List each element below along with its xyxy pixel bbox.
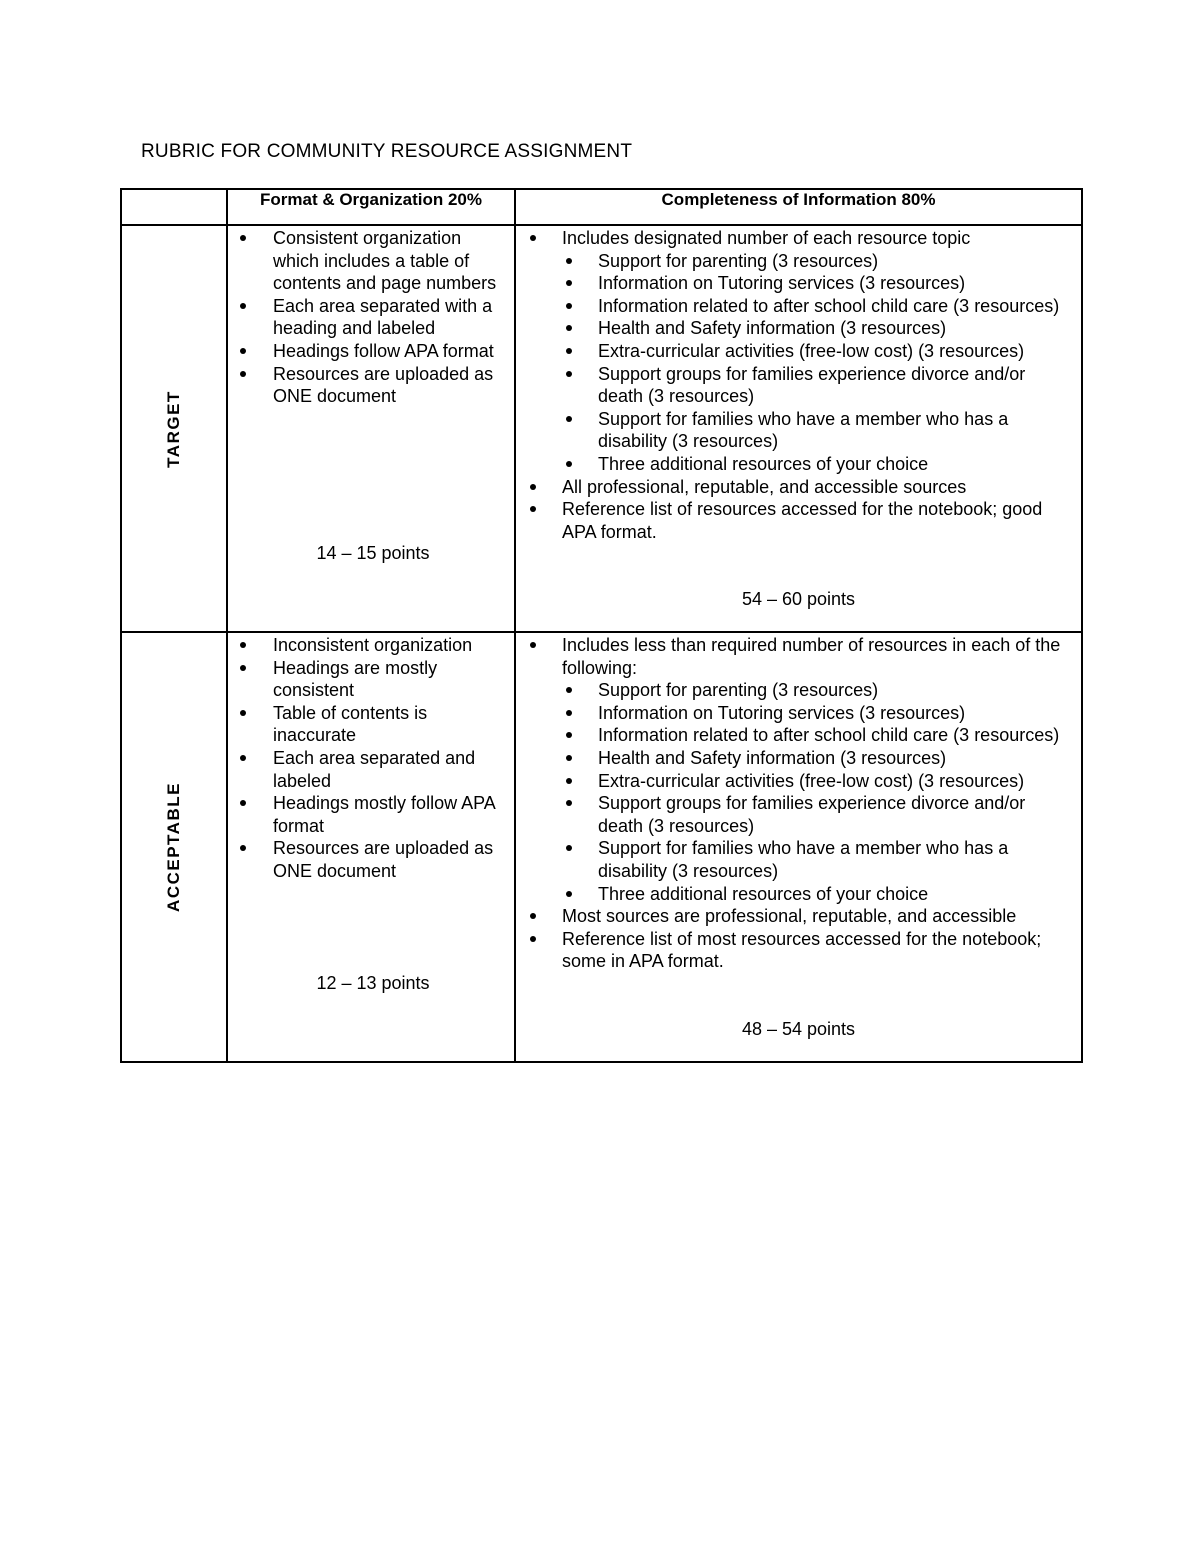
target-row xyxy=(121,225,1082,632)
list-item: Each area separated with a heading and labeled xyxy=(228,295,500,340)
list-item: All professional, reputable, and accessible sources xyxy=(516,476,1069,499)
header-row xyxy=(121,189,1082,225)
list-item: Reference list of most resources accessed for the notebook; some in APA format. xyxy=(516,928,1069,973)
list-item: Resources are uploaded as ONE document xyxy=(228,837,500,882)
acceptable-level-label: ACCEPTABLE xyxy=(164,782,183,912)
format-organization-header: Format & Organization 20% xyxy=(227,189,515,225)
acceptable-format-cell xyxy=(227,632,515,1062)
acceptable-completeness-lead: Includes less than required number of resources in each of the following: xyxy=(562,635,1061,678)
rubric-table xyxy=(120,188,1083,1063)
target-completeness-cell xyxy=(515,225,1082,632)
target-format-cell xyxy=(227,225,515,632)
acceptable-level-cell xyxy=(121,632,227,1062)
corner-header xyxy=(121,189,227,225)
list-item: Support for families who have a member who has a disability (3 resources) xyxy=(516,837,1069,882)
list-item: Extra-curricular activities (free-low cost) (3 resources) xyxy=(516,770,1069,793)
target-completeness-sublist xyxy=(516,250,1069,476)
list-item: Support for parenting (3 resources) xyxy=(516,679,1069,702)
list-item: Headings follow APA format xyxy=(228,340,500,363)
target-completeness-lead: Includes designated number of each resource topic xyxy=(562,228,971,248)
list-item: Support groups for families experience divorce and/or death (3 resources) xyxy=(516,363,1069,408)
completeness-header: Completeness of Information 80% xyxy=(515,189,1082,225)
acceptable-completeness-list xyxy=(516,634,1069,973)
document-title: RUBRIC FOR COMMUNITY RESOURCE ASSIGNMENT xyxy=(141,141,633,162)
acceptable-completeness-cell xyxy=(515,632,1082,1062)
list-item: Headings mostly follow APA format xyxy=(228,792,500,837)
list-item: Health and Safety information (3 resources) xyxy=(516,747,1069,770)
list-item: Information on Tutoring services (3 resources) xyxy=(516,272,1069,295)
target-level-cell xyxy=(121,225,227,632)
acceptable-completeness-points: 48 – 54 points xyxy=(741,1019,856,1039)
list-item: Reference list of resources accessed for the notebook; good APA format. xyxy=(516,498,1069,543)
list-item: Information on Tutoring services (3 resources) xyxy=(516,702,1069,725)
list-item: Support groups for families experience divorce and/or death (3 resources) xyxy=(516,792,1069,837)
list-item: Consistent organization which includes a table of contents and page numbers xyxy=(228,227,500,295)
list-item xyxy=(516,634,1069,905)
acceptable-format-points: 12 – 13 points xyxy=(316,973,430,993)
target-level-label: TARGET xyxy=(164,389,183,468)
target-completeness-points: 54 – 60 points xyxy=(741,589,856,609)
target-format-points: 14 – 15 points xyxy=(316,543,430,563)
acceptable-completeness-sublist xyxy=(516,679,1069,905)
list-item: Table of contents is inaccurate xyxy=(228,702,500,747)
acceptable-row xyxy=(121,632,1082,1062)
list-item: Information related to after school child care (3 resources) xyxy=(516,724,1069,747)
target-format-list xyxy=(228,227,500,408)
list-item: Resources are uploaded as ONE document xyxy=(228,363,500,408)
list-item: Inconsistent organization xyxy=(228,634,500,657)
list-item: Three additional resources of your choice xyxy=(516,883,1069,906)
list-item: Health and Safety information (3 resources) xyxy=(516,317,1069,340)
list-item: Each area separated and labeled xyxy=(228,747,500,792)
list-item xyxy=(516,227,1069,476)
list-item: Information related to after school child care (3 resources) xyxy=(516,295,1069,318)
list-item: Support for parenting (3 resources) xyxy=(516,250,1069,273)
list-item: Extra-curricular activities (free-low cost) (3 resources) xyxy=(516,340,1069,363)
list-item: Support for families who have a member who has a disability (3 resources) xyxy=(516,408,1069,453)
list-item: Most sources are professional, reputable, and accessible xyxy=(516,905,1069,928)
acceptable-format-list xyxy=(228,634,500,883)
list-item: Three additional resources of your choice xyxy=(516,453,1069,476)
target-completeness-list xyxy=(516,227,1069,543)
list-item: Headings are mostly consistent xyxy=(228,657,500,702)
